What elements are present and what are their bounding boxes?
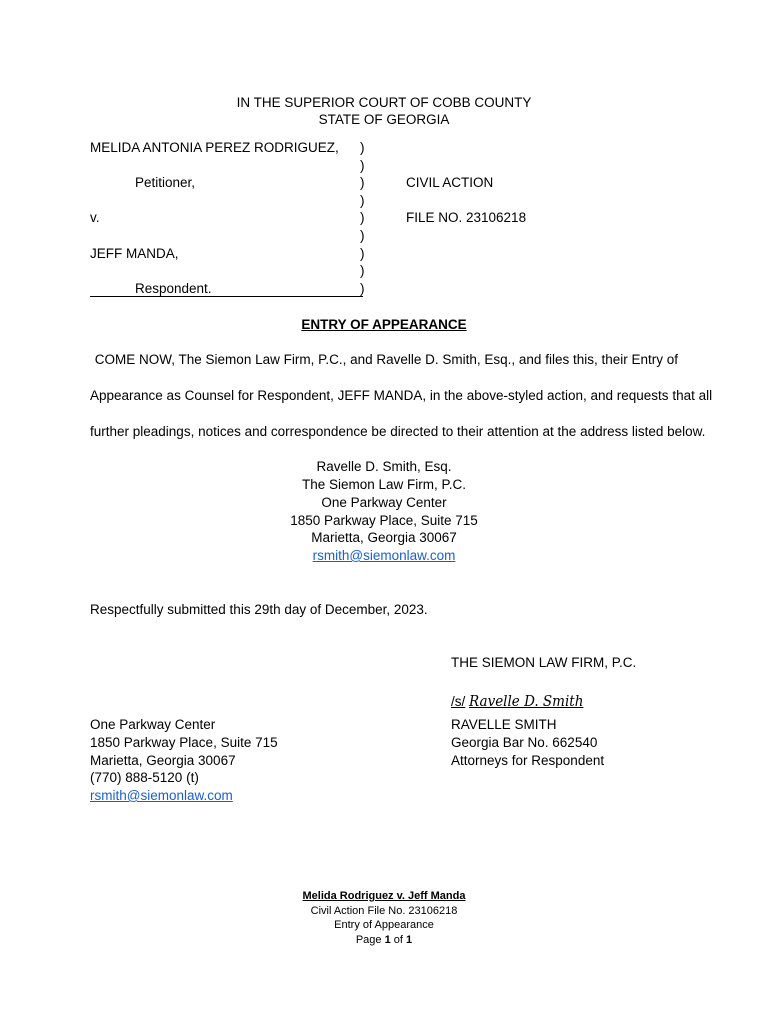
address-firm: The Siemon Law Firm, P.C.	[301, 477, 467, 492]
respondent-label: Respondent.	[135, 281, 212, 296]
signature-bar-number: Georgia Bar No. 662540	[451, 735, 598, 750]
footer-page-number: 1	[384, 934, 391, 946]
signature-line	[451, 690, 583, 713]
body-line-1: COME NOW, The Siemon Law Firm, P.C., and Ravelle D. Smith, Esq., and files this, their Entry of	[94, 352, 678, 367]
address-city: Marietta, Georgia 30067	[311, 530, 457, 545]
contact-city: Marietta, Georgia 30067	[90, 753, 236, 768]
body-line-3: further pleadings, notices and correspondence be directed to their attention at the address listed below.	[90, 424, 706, 439]
footer-file-number: Civil Action File No. 23106218	[310, 905, 458, 917]
body-line-2: Appearance as Counsel for Respondent, JEFF MANDA, in the above-styled action, and requests that all	[90, 388, 713, 403]
petitioner-name: MELIDA ANTONIA PEREZ RODRIGUEZ,	[90, 140, 339, 155]
caption-paren: )	[360, 140, 365, 155]
court-name: IN THE SUPERIOR COURT OF COBB COUNTY	[236, 95, 532, 110]
civil-action-label: CIVIL ACTION	[406, 175, 494, 190]
footer-page-total: 1	[406, 934, 413, 946]
contact-email-link[interactable]: rsmith@siemonlaw.com	[90, 788, 233, 803]
caption-paren: )	[360, 175, 365, 190]
respondent-name: JEFF MANDA,	[90, 246, 179, 261]
address-email-link[interactable]: rsmith@siemonlaw.com	[312, 548, 456, 563]
caption-paren: )	[360, 193, 365, 208]
file-number: FILE NO. 23106218	[406, 210, 527, 225]
court-state: STATE OF GEORGIA	[318, 112, 450, 127]
address-street: 1850 Parkway Place, Suite 715	[290, 513, 478, 528]
document-title-text: ENTRY OF APPEARANCE	[301, 317, 467, 332]
contact-email-row	[90, 787, 233, 804]
contact-street: 1850 Parkway Place, Suite 715	[90, 735, 278, 750]
caption-paren: )	[360, 246, 365, 261]
caption-paren: )	[360, 158, 365, 173]
signature-name: RAVELLE SMITH	[451, 717, 557, 732]
caption-paren: )	[360, 263, 365, 278]
handwritten-signature: Ravelle D. Smith	[469, 692, 584, 710]
petitioner-label: Petitioner,	[135, 175, 196, 190]
address-email-row	[0, 547, 768, 564]
address-attorney: Ravelle D. Smith, Esq.	[316, 459, 452, 474]
versus-label: v.	[90, 210, 100, 225]
submitted-date: Respectfully submitted this 29th day of December, 2023.	[90, 602, 428, 617]
contact-phone: (770) 888-5120 (t)	[90, 770, 199, 785]
caption-paren: )	[360, 210, 365, 225]
footer-case-title: Melida Rodriguez v. Jeff Manda	[302, 890, 466, 902]
caption-paren: )	[360, 228, 365, 243]
footer-document-name: Entry of Appearance	[334, 919, 434, 931]
footer-case-row	[0, 889, 768, 903]
footer-of-label: of	[393, 934, 403, 946]
signature-prefix: /s/	[451, 694, 466, 709]
signature-firm: THE SIEMON LAW FIRM, P.C.	[451, 655, 637, 670]
signature-role: Attorneys for Respondent	[451, 753, 605, 768]
document-title	[0, 316, 768, 333]
address-building: One Parkway Center	[321, 495, 447, 510]
footer-page-label: Page	[355, 934, 382, 946]
caption-underline	[90, 296, 363, 297]
caption-paren: )	[360, 281, 365, 296]
footer-page-count	[0, 933, 768, 947]
contact-building: One Parkway Center	[90, 717, 216, 732]
